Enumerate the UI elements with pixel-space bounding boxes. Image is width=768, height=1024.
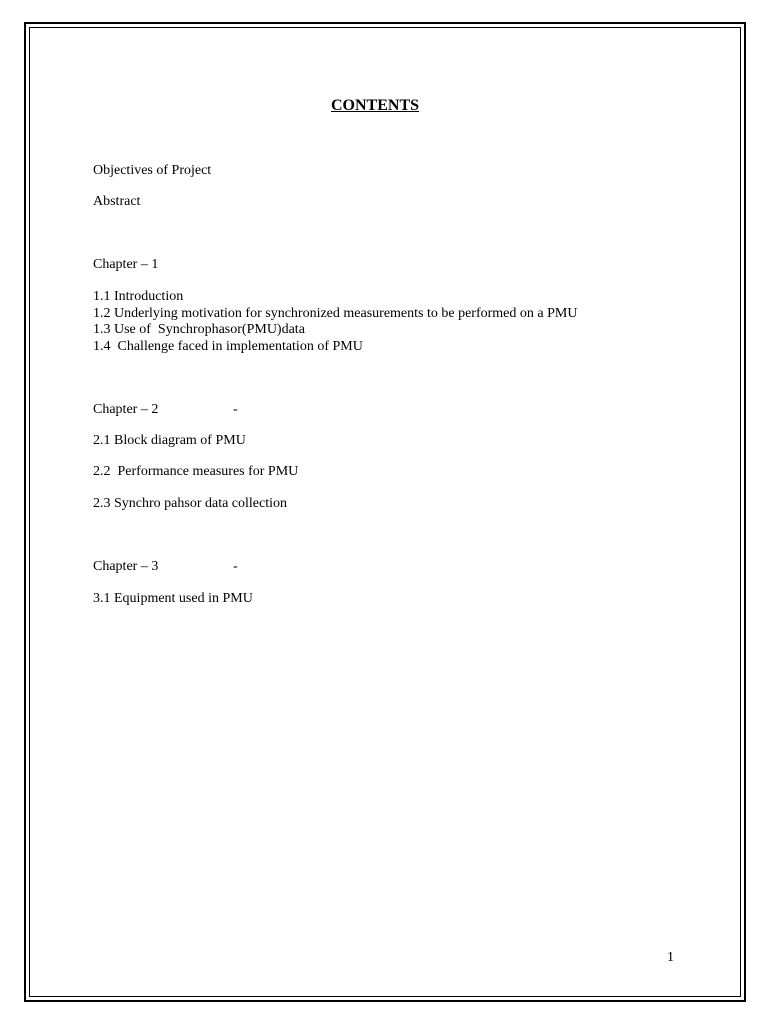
toc-item-2-1: 2.1 Block diagram of PMU <box>93 433 246 448</box>
toc-item-3-1: 3.1 Equipment used in PMU <box>93 591 253 606</box>
page-number: 1 <box>667 950 674 965</box>
toc-item-1-1: 1.1 Introduction <box>93 289 184 304</box>
contents-title: CONTENTS <box>330 97 420 114</box>
toc-item-1-3: 1.3 Use of Synchrophasor(PMU)data <box>93 322 305 337</box>
toc-abstract: Abstract <box>93 194 141 209</box>
chapter-3-dash: - <box>233 559 238 574</box>
chapter-2-dash: - <box>233 402 238 417</box>
chapter-1-heading: Chapter – 1 <box>93 257 159 272</box>
toc-item-1-4: 1.4 Challenge faced in implementation of PMU <box>93 339 363 354</box>
toc-item-2-3: 2.3 Synchro pahsor data collection <box>93 496 288 511</box>
chapter-2-heading: Chapter – 2 <box>93 402 159 417</box>
toc-item-2-2: 2.2 Performance measures for PMU <box>93 464 299 479</box>
toc-item-1-2: 1.2 Underlying motivation for synchronized measurements to be performed on a PMU <box>93 306 578 321</box>
chapter-3-heading: Chapter – 3 <box>93 559 159 574</box>
toc-objectives: Objectives of Project <box>93 163 212 178</box>
